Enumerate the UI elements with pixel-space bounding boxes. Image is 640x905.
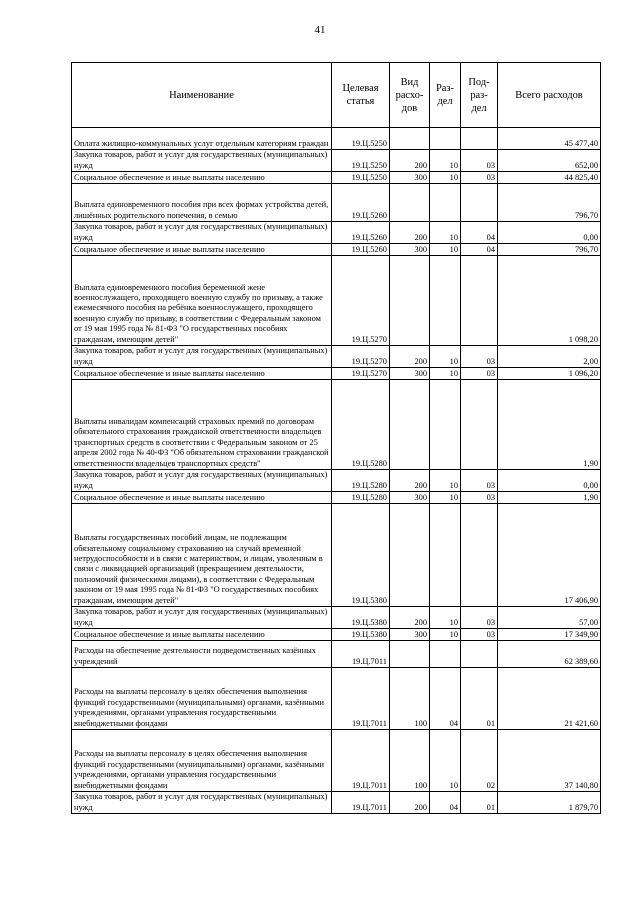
table-row: [72, 244, 601, 256]
row-total: 1 096,20: [498, 368, 601, 380]
row-subsection: [461, 504, 498, 607]
row-name: Социальное обеспечение и иные выплаты населению: [72, 172, 332, 184]
header-section: Раз-дел: [430, 63, 461, 128]
row-target: 19.Ц.5280: [332, 470, 390, 492]
row-section: 10: [430, 492, 461, 504]
row-total: 17 349,90: [498, 629, 601, 641]
row-total: 0,00: [498, 470, 601, 492]
row-subsection: [461, 641, 498, 668]
row-section: 10: [430, 470, 461, 492]
table-row: [72, 504, 601, 607]
row-section: 10: [430, 346, 461, 368]
table-row: [72, 172, 601, 184]
row-name: Расходы на выплаты персоналу в целях обеспечения выполнения функций государственными (муниципальными) органами, казёнными учреждениями, органами управления государственными внебюджетными фондами: [72, 668, 332, 730]
row-name: Социальное обеспечение и иные выплаты населению: [72, 629, 332, 641]
row-total: 37 140,80: [498, 730, 601, 792]
row-target: 19.Ц.7011: [332, 730, 390, 792]
row-section: 10: [430, 607, 461, 629]
table-row: [72, 792, 601, 814]
row-name: Закупка товаров, работ и услуг для государственных (муниципальных) нужд: [72, 150, 332, 172]
row-type: [390, 380, 430, 470]
table-row: [72, 184, 601, 222]
row-target: 19.Ц.5380: [332, 504, 390, 607]
row-type: [390, 256, 430, 346]
row-type: 300: [390, 172, 430, 184]
row-name: Выплата единовременного пособия при всех формах устройства детей, лишённых родительского попечения, в семью: [72, 184, 332, 222]
row-subsection: 01: [461, 792, 498, 814]
row-name: Закупка товаров, работ и услуг для государственных (муниципальных) нужд: [72, 792, 332, 814]
row-section: 10: [430, 368, 461, 380]
row-target: 19.Ц.5270: [332, 368, 390, 380]
row-type: [390, 504, 430, 607]
row-target: 19.Ц.5270: [332, 256, 390, 346]
header-type: Вид расхо-дов: [390, 63, 430, 128]
row-target: 19.Ц.5250: [332, 172, 390, 184]
row-section: 10: [430, 730, 461, 792]
row-section: 04: [430, 792, 461, 814]
row-subsection: 02: [461, 730, 498, 792]
row-target: 19.Ц.7011: [332, 668, 390, 730]
row-name: Закупка товаров, работ и услуг для государственных (муниципальных) нужд: [72, 346, 332, 368]
row-total: 44 825,40: [498, 172, 601, 184]
row-target: 19.Ц.5260: [332, 244, 390, 256]
row-section: 10: [430, 172, 461, 184]
header-subsection: Под-раз-дел: [461, 63, 498, 128]
row-type: 200: [390, 222, 430, 244]
row-type: 300: [390, 368, 430, 380]
table-row: [72, 629, 601, 641]
row-type: 200: [390, 346, 430, 368]
row-target: 19.Ц.5250: [332, 128, 390, 150]
row-section: [430, 641, 461, 668]
header-target: Целевая статья: [332, 63, 390, 128]
row-total: 2,00: [498, 346, 601, 368]
row-target: 19.Ц.5270: [332, 346, 390, 368]
row-name: Оплата жилищно-коммунальных услуг отдельным категориям граждан: [72, 128, 332, 150]
row-type: [390, 184, 430, 222]
row-subsection: 03: [461, 629, 498, 641]
table-row: [72, 346, 601, 368]
row-subsection: 03: [461, 172, 498, 184]
row-subsection: 03: [461, 470, 498, 492]
row-subsection: 03: [461, 346, 498, 368]
row-type: 100: [390, 668, 430, 730]
row-total: 57,00: [498, 607, 601, 629]
table-row: [72, 222, 601, 244]
row-name: Выплата единовременного пособия беременной жене военнослужащего, проходящего военную службу по призыву, а также ежемесячного пособия на ребёнка военнослужащего, проходящего военную службу по призыву, в соответствии с Федеральным законом от 19 мая 1995 года № 81-ФЗ "О государственных пособиях гражданам, имеющим детей": [72, 256, 332, 346]
row-section: [430, 256, 461, 346]
row-type: 200: [390, 792, 430, 814]
row-section: 04: [430, 668, 461, 730]
row-subsection: [461, 380, 498, 470]
row-section: [430, 380, 461, 470]
row-name: Социальное обеспечение и иные выплаты населению: [72, 492, 332, 504]
row-type: 300: [390, 629, 430, 641]
row-name: Расходы на обеспечение деятельности подведомственных казённых учреждений: [72, 641, 332, 668]
table-row: [72, 641, 601, 668]
page-number: 41: [314, 24, 326, 36]
row-name: Закупка товаров, работ и услуг для государственных (муниципальных) нужд: [72, 470, 332, 492]
row-type: 300: [390, 492, 430, 504]
row-total: 1,90: [498, 492, 601, 504]
row-total: 652,00: [498, 150, 601, 172]
row-target: 19.Ц.5380: [332, 629, 390, 641]
row-subsection: [461, 256, 498, 346]
table-row: [72, 668, 601, 730]
row-target: 19.Ц.7011: [332, 641, 390, 668]
table-row: [72, 128, 601, 150]
row-type: 200: [390, 150, 430, 172]
row-target: 19.Ц.5280: [332, 380, 390, 470]
row-name: Закупка товаров, работ и услуг для государственных (муниципальных) нужд: [72, 607, 332, 629]
row-total: 21 421,60: [498, 668, 601, 730]
table-row: [72, 256, 601, 346]
row-target: 19.Ц.5260: [332, 184, 390, 222]
row-section: [430, 184, 461, 222]
table-row: [72, 150, 601, 172]
row-total: 1 098,20: [498, 256, 601, 346]
header-total: Всего расходов: [498, 63, 601, 128]
row-subsection: 04: [461, 222, 498, 244]
row-name: Закупка товаров, работ и услуг для государственных (муниципальных) нужд: [72, 222, 332, 244]
row-target: 19.Ц.5380: [332, 607, 390, 629]
row-total: 796,70: [498, 184, 601, 222]
row-section: 10: [430, 222, 461, 244]
row-total: 796,70: [498, 244, 601, 256]
row-subsection: [461, 128, 498, 150]
row-target: 19.Ц.5250: [332, 150, 390, 172]
row-subsection: [461, 184, 498, 222]
budget-table: [71, 62, 601, 814]
row-subsection: 01: [461, 668, 498, 730]
row-section: 10: [430, 150, 461, 172]
row-type: 200: [390, 607, 430, 629]
row-total: 62 389,60: [498, 641, 601, 668]
table-row: [72, 730, 601, 792]
row-total: 17 406,90: [498, 504, 601, 607]
row-type: 100: [390, 730, 430, 792]
row-section: 10: [430, 244, 461, 256]
table-row: [72, 492, 601, 504]
table-row: [72, 607, 601, 629]
row-type: [390, 641, 430, 668]
row-name: Социальное обеспечение и иные выплаты населению: [72, 368, 332, 380]
table-header-row: [72, 63, 601, 128]
row-target: 19.Ц.5260: [332, 222, 390, 244]
row-subsection: 03: [461, 492, 498, 504]
row-total: 0,00: [498, 222, 601, 244]
table-body: [72, 128, 601, 814]
table-row: [72, 380, 601, 470]
row-subsection: 03: [461, 607, 498, 629]
row-section: 10: [430, 629, 461, 641]
header-name: Наименование: [72, 63, 332, 128]
row-type: 200: [390, 470, 430, 492]
row-subsection: 03: [461, 150, 498, 172]
row-target: 19.Ц.7011: [332, 792, 390, 814]
row-total: 45 477,40: [498, 128, 601, 150]
table-row: [72, 368, 601, 380]
row-name: Выплаты инвалидам компенсаций страховых премий по договорам обязательного страхования гражданской ответственности владельцев транспортных средств в соответствии с Федеральным законом от 25 апреля 2002 года № 40-ФЗ "Об обязательном страховании гражданской ответственности владельцев транспортных средств": [72, 380, 332, 470]
row-total: 1 879,70: [498, 792, 601, 814]
row-name: Выплаты государственных пособий лицам, не подлежащим обязательному социальному страхованию на случай временной нетрудоспособности и в связи с материнством, и лицам, уволенным в связи с ликвидацией организаций (прекращением деятельности, полномочий физическими лицами), в соответствии с Федеральным законом от 19 мая 1995 года № 81-ФЗ "О государственных пособиях гражданам, имеющим детей": [72, 504, 332, 607]
row-name: Социальное обеспечение и иные выплаты населению: [72, 244, 332, 256]
row-section: [430, 128, 461, 150]
row-target: 19.Ц.5280: [332, 492, 390, 504]
row-subsection: 03: [461, 368, 498, 380]
row-name: Расходы на выплаты персоналу в целях обеспечения выполнения функций государственными (муниципальными) органами, казёнными учреждениями, органами управления государственными внебюджетными фондами: [72, 730, 332, 792]
row-subsection: 04: [461, 244, 498, 256]
row-type: [390, 128, 430, 150]
row-section: [430, 504, 461, 607]
row-type: 300: [390, 244, 430, 256]
row-total: 1,90: [498, 380, 601, 470]
table-row: [72, 470, 601, 492]
